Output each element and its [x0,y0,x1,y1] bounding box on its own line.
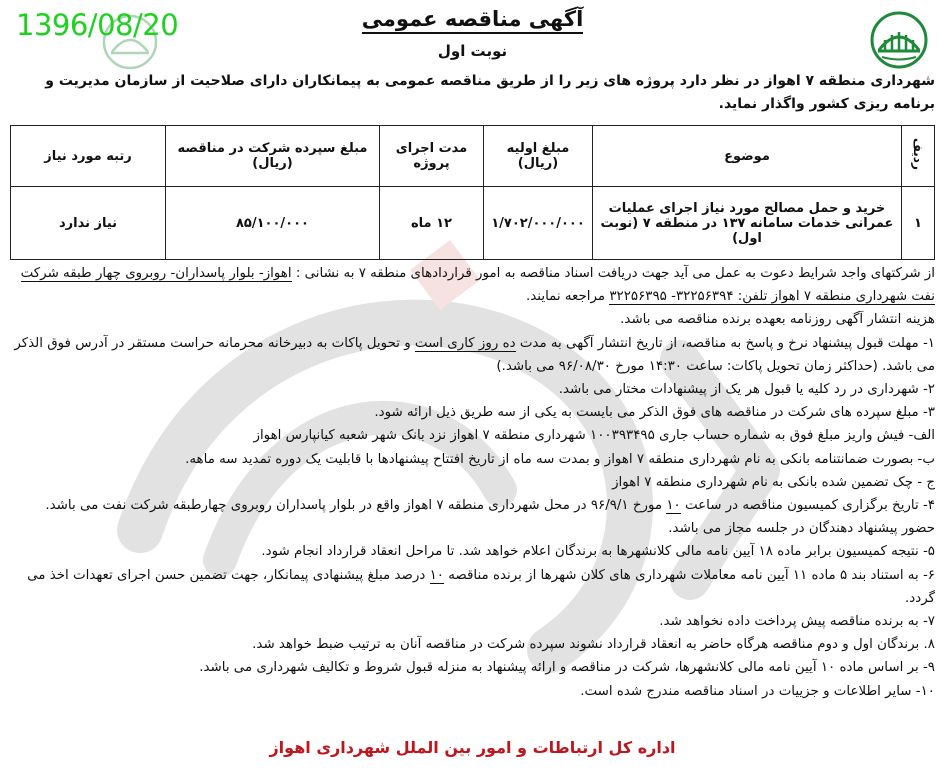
condition-1: ۱- مهلت قبول پیشنهاد نرخ و پاسخ به مناقصه، از تاریخ انتشار آگهی به مدت ده روز کاری است و تحویل پاکات به دبیرخانه محرمانه حراست مستقر در آدرس فوق الذکر می باشد. (حداکثر زمان تحویل پاکات: ساعت ۱۴:۳۰ مورخ ۹۶/۰۸/۳۰ می باشد.) [14,335,935,374]
condition-4: ۴- تاریخ برگزاری کمیسیون مناقصه در ساعت ۱۰ مورخ ۹۶/۹/۱ در محل شهرداری منطقه ۷ اهواز واقع در بلوار پاسداران روبروی چهارطبقه شرکت نفت می باشد. حضور پیشنهاد دهندگان در جلسه مجاز می باشد. [45,498,935,537]
tender-table [10,125,935,260]
conditions-text [10,262,935,703]
intro-paragraph: شهرداری منطقه ۷ اهواز در نظر دارد پروژه های زیر را از طریق مناقصه عمومی به پیمانکاران دارای صلاحیت از سازمان مدیریت و برنامه ریزی کشور واگذار نماید. [45,73,935,112]
header-initial-amount: مبلغ اولیه (ریال) [484,126,593,187]
condition-3c: ج - چک تضمین شده بانکی به نام شهرداری منطقه ۷ اهواز [612,474,935,490]
condition-3a: الف- فیش واریز مبلغ فوق به شماره حساب جاری ۱۰۰۳۹۳۴۹۵ شهرداری منطقه ۷ اهواز نزد بانک شهر شعبه کیانپارس اهواز [253,428,935,444]
table-row [11,187,935,260]
page-title: آگهی مناقصه عمومی [10,4,935,34]
invitation-paragraph: از شرکتهای واجد شرایط دعوت به عمل می آید جهت دریافت اسناد مناقصه به امور قراردادهای منطقه ۷ به نشانی : اهواز- بلوار پاسداران- روبروی چهار طبقه شرکت نفت شهرداری منطقه ۷ اهواز تلفن: ۳۲۲۵۶۳۹۴- ۳۲۲۵۶۳۹۵ مراجعه نمایند. [20,266,935,305]
cell-subject: خرید و حمل مصالح مورد نیاز اجرای عملیات عمرانی خدمات سامانه ۱۳۷ در منطقه ۷ (نوبت اول) [593,187,902,260]
header-rank: رتبه مورد نیاز [11,126,166,187]
header-deposit: مبلغ سپرده شرکت در مناقصه (ریال) [166,126,380,187]
cell-duration: ۱۲ ماه [380,187,484,260]
condition-7: ۷- به برنده مناقصه پیش پرداخت داده نخواهد شد. [659,614,935,630]
condition-5: ۵- نتیجه کمیسیون برابر ماده ۱۸ آیین نامه مالی کلانشهرها به برندگان اعلام خواهد شد. تا مراحل انعقاد قرارداد انجام شود. [261,544,935,560]
header-duration: مدت اجرای پروژه [380,126,484,187]
cell-index: ۱ [902,187,935,260]
header-subject: موضوع [593,126,902,187]
condition-8: ۸. برندگان اول و دوم مناقصه هرگاه حاضر به انعقاد قرارداد نشوند سپرده شرکت در مناقصه آنان به ترتیب ضبط خواهد شد. [252,637,935,653]
condition-9: ۹- بر اساس ماده ۱۰ آیین نامه مالی کلانشهرها، شرکت در مناقصه و ارائه پیشنهاد به منزله قبول شروط و تکالیف شهرداری می باشد. [199,660,935,676]
contracts-address: اهواز- بلوار پاسداران- روبروی چهار طبقه شرکت نفت شهرداری منطقه ۷ اهواز تلفن: ۳۲۲۵۶۳۹۴- ۳۲۲۵۶۳۹۵ [20,266,935,305]
condition-3: ۳- مبلغ سپرده های شرکت در مناقصه های فوق الذکر می بایست به یکی از سه طریق ذیل ارائه شود. [374,405,935,421]
condition-6: ۶- به استناد بند ۵ ماده ۱۱ آیین نامه معاملات شهرداری های کلان شهرها از برنده مناقصه ۱۰ درصد مبلغ پیشنهادی پیمانکار، جهت تضمین حسن اجرای تعهدات اخذ می گردد. [27,567,935,606]
ad-cost-note: هزینه انتشار آگهی روزنامه بعهده برنده مناقصه می باشد. [620,312,935,328]
condition-2: ۲- شهرداری در رد کلیه یا قبول هر یک از پیشنهادات مختار می باشد. [558,382,935,398]
round-label: نوبت اول [437,42,508,60]
cell-initial-amount: ۱/۷۰۲/۰۰۰/۰۰۰ [484,187,593,260]
date-stamp: 1396/08/20 [16,8,179,42]
condition-3b: ب- بصورت ضمانتنامه بانکی به نام شهرداری منطقه ۷ اهواز و بمدت سه ماه از تاریخ افتتاح پیشنهادها با قابلیت یک دوره تمدید سه ماهه. [185,451,935,467]
cell-rank: نیاز ندارد [11,187,166,260]
condition-10: ۱۰- سایر اطلاعات و جزییات در اسناد مناقصه مندرج شده است. [580,683,935,699]
cell-deposit: ۸۵/۱۰۰/۰۰۰ [166,187,380,260]
footer-signature: اداره کل ارتباطات و امور بین الملل شهرداری اهواز [269,738,676,757]
table-header-row [11,126,935,187]
header-index: ردیف [902,126,935,187]
